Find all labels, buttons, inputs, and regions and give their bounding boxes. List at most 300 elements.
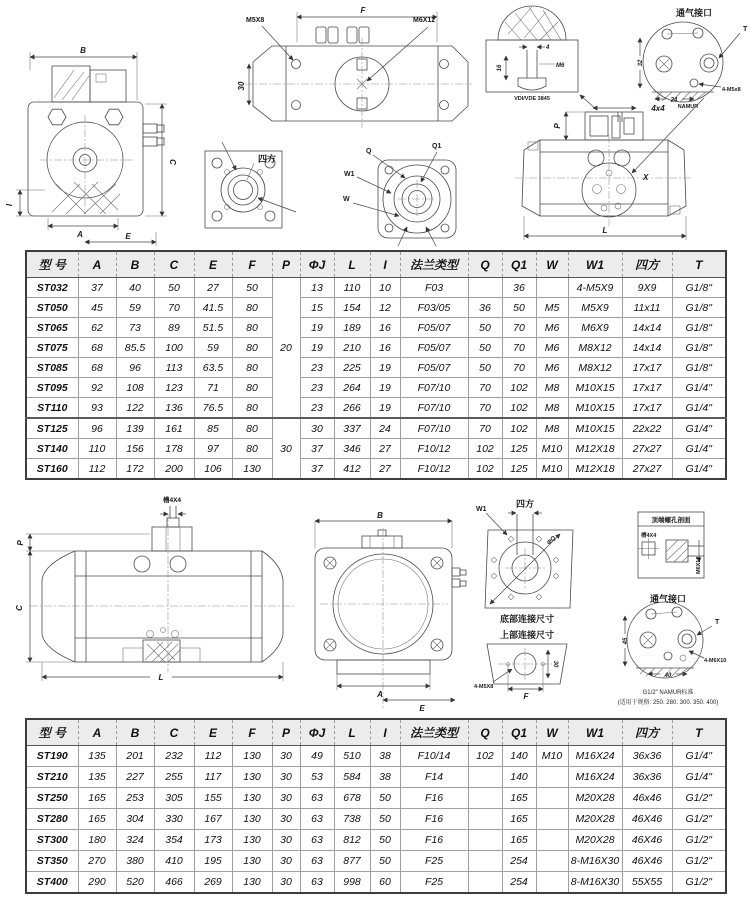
spec-cell: M5X9	[568, 298, 622, 318]
spec-cell: F03	[400, 278, 468, 298]
spec-cell: M16X24	[568, 767, 622, 788]
model-cell: ST210	[26, 767, 78, 788]
spec-cell: 200	[154, 459, 194, 480]
spec-cell: 76.5	[194, 398, 232, 419]
spec-cell: 45	[78, 298, 116, 318]
spec-cell: 410	[154, 851, 194, 872]
spec-cell	[468, 830, 502, 851]
spec-cell: 50	[370, 851, 400, 872]
spec-cell: 80	[232, 398, 272, 419]
model-cell: ST160	[26, 459, 78, 480]
spec-cell: 70	[468, 378, 502, 398]
model-cell: ST140	[26, 439, 78, 459]
header-row	[26, 251, 726, 278]
spec-cell: 37	[300, 459, 334, 480]
spec-cell: 24	[370, 418, 400, 439]
thread-label-m5x8: M5X8	[246, 17, 265, 24]
spec-cell: 112	[78, 459, 116, 480]
dim-label-i: I	[5, 203, 14, 207]
spec-cell: G1/2"	[672, 851, 726, 872]
spec-cell: M6	[536, 318, 568, 338]
bottom-flange-view	[343, 143, 456, 246]
column-header: 四方	[622, 251, 672, 278]
model-cell: ST085	[26, 358, 78, 378]
spec-cell: 125	[502, 439, 536, 459]
spec-cell: G1/4"	[672, 378, 726, 398]
label-t: T	[743, 26, 748, 33]
spec-cell	[536, 278, 568, 298]
spec-cell: 998	[334, 872, 370, 894]
spec-cell: 70	[468, 398, 502, 419]
spec-cell: 70	[502, 318, 536, 338]
spec-cell: G1/4"	[672, 767, 726, 788]
spec-cell: 130	[232, 851, 272, 872]
spec-cell: 19	[370, 378, 400, 398]
label-x: X	[643, 173, 649, 182]
spec-cell: 50	[468, 318, 502, 338]
spec-cell	[468, 851, 502, 872]
column-header: 法兰类型	[400, 719, 468, 746]
spec-cell: 130	[232, 788, 272, 809]
column-header: I	[370, 251, 400, 278]
spec-cell: 40	[116, 278, 154, 298]
spec-cell: 232	[154, 746, 194, 767]
dim-label-b: B	[377, 511, 383, 520]
model-cell: ST190	[26, 746, 78, 767]
spec-cell: 38	[370, 767, 400, 788]
table-row	[26, 851, 726, 872]
label-4-m6x10: 4-M6X10	[704, 658, 727, 664]
spec-cell: M8X12	[568, 358, 622, 378]
dim-label-f: F	[523, 692, 529, 701]
spec-cell: 51.5	[194, 318, 232, 338]
dim-label-l: L	[602, 226, 608, 235]
spec-cell: 130	[232, 872, 272, 894]
spec-cell: 27x27	[622, 439, 672, 459]
dim-label-p: P	[553, 123, 562, 129]
spec-cell	[468, 872, 502, 894]
spec-cell: 46X46	[622, 809, 672, 830]
spec-cell: 139	[116, 418, 154, 439]
column-header: 法兰类型	[400, 251, 468, 278]
spec-cell: 290	[78, 872, 116, 894]
column-header: L	[334, 719, 370, 746]
spec-cell: 97	[194, 439, 232, 459]
large-side-view	[15, 495, 295, 682]
spec-cell: F25	[400, 851, 468, 872]
spec-cell: 161	[154, 418, 194, 439]
spec-cell: 50	[370, 788, 400, 809]
spec-cell: 30	[272, 830, 300, 851]
spec-cell: 165	[502, 830, 536, 851]
dim-label-4: 4	[546, 45, 550, 51]
spec-cell: 85.5	[116, 338, 154, 358]
spec-cell: 80	[232, 298, 272, 318]
spec-cell: 23	[300, 378, 334, 398]
spec-cell: 63	[300, 851, 334, 872]
column-header: W	[536, 251, 568, 278]
spec-cell: 63	[300, 872, 334, 894]
spec-cell: 8-M16X30	[568, 851, 622, 872]
spec-cell: 254	[502, 851, 536, 872]
spec-cell: 70	[502, 358, 536, 378]
column-header: F	[232, 251, 272, 278]
dim-label-c: C	[168, 159, 177, 165]
top-drawings	[0, 0, 750, 248]
spec-cell: 80	[232, 439, 272, 459]
label-w: W	[343, 196, 350, 203]
spec-cell: 130	[232, 767, 272, 788]
column-header: L	[334, 251, 370, 278]
spec-cell: 255	[154, 767, 194, 788]
spec-cell: 80	[232, 378, 272, 398]
dim-label-16: 16	[497, 64, 503, 72]
dim-label-f: F	[360, 6, 366, 15]
spec-cell: 201	[116, 746, 154, 767]
spec-cell: F05/07	[400, 318, 468, 338]
spec-cell: 50	[370, 830, 400, 851]
model-cell: ST400	[26, 872, 78, 894]
spec-cell: M12X18	[568, 459, 622, 480]
spec-cell: 30	[272, 851, 300, 872]
spec-cell: 63	[300, 809, 334, 830]
spec-cell: 19	[370, 358, 400, 378]
spec-cell: F10/12	[400, 459, 468, 480]
spec-cell: M10	[536, 459, 568, 480]
spec-cell: 71	[194, 378, 232, 398]
spec-cell: F10/12	[400, 439, 468, 459]
column-header: B	[116, 251, 154, 278]
spec-cell: 85	[194, 418, 232, 439]
label-4-m5x8: 4-M5x8	[722, 87, 741, 93]
table-row	[26, 788, 726, 809]
spec-cell: 30	[300, 418, 334, 439]
spec-cell: 269	[194, 872, 232, 894]
spec-cell: 13	[300, 278, 334, 298]
spec-cell: 195	[194, 851, 232, 872]
spec-cell: 23	[300, 358, 334, 378]
spec-cell: M6	[536, 338, 568, 358]
spec-cell: F14	[400, 767, 468, 788]
top-connection-caption: 上部连接尺寸	[499, 630, 555, 640]
spec-cell: 123	[154, 378, 194, 398]
spec-cell: 46X46	[622, 830, 672, 851]
spec-cell: M12X18	[568, 439, 622, 459]
label-4-m5x8: 4-M5X8	[474, 684, 494, 690]
spec-cell: 510	[334, 746, 370, 767]
spec-cell: 20	[272, 278, 300, 419]
column-header: Q1	[502, 719, 536, 746]
spec-cell: 16	[370, 338, 400, 358]
spec-cell: 380	[116, 851, 154, 872]
dim-label-b: B	[80, 46, 86, 55]
spec-cell: 50	[232, 278, 272, 298]
spec-cell: 173	[194, 830, 232, 851]
spec-cell: 63	[300, 788, 334, 809]
spec-cell: 225	[334, 358, 370, 378]
spec-cell: 253	[116, 788, 154, 809]
spec-cell: 23	[300, 398, 334, 419]
spec-cell: 304	[116, 809, 154, 830]
spec-cell: 108	[116, 378, 154, 398]
spec-cell: M6	[536, 358, 568, 378]
spec-cell: 50	[468, 358, 502, 378]
dim-label-4x4: 4x4	[651, 104, 665, 113]
spec-cell: 19	[370, 398, 400, 419]
column-header: T	[672, 251, 726, 278]
spec-cell: G1/8"	[672, 338, 726, 358]
model-cell: ST250	[26, 788, 78, 809]
spec-cell: 155	[194, 788, 232, 809]
spec-cell: 17x17	[622, 398, 672, 419]
spec-cell: 130	[232, 809, 272, 830]
spec-table-1	[25, 250, 727, 480]
spec-cell: 46X46	[622, 851, 672, 872]
spec-cell: F16	[400, 809, 468, 830]
column-header: A	[78, 719, 116, 746]
spec-cell: M6X9	[568, 318, 622, 338]
label-namur: NAMUR	[677, 104, 699, 110]
spec-cell	[536, 830, 568, 851]
spec-cell: 36	[502, 278, 536, 298]
spec-cell: G1/4"	[672, 418, 726, 439]
spec-cell: 189	[334, 318, 370, 338]
spec-cell: M10X15	[568, 378, 622, 398]
spec-cell: 60	[370, 872, 400, 894]
spec-cell: 154	[334, 298, 370, 318]
spec-cell: 93	[78, 398, 116, 419]
spec-cell: 354	[154, 830, 194, 851]
spec-cell: 37	[300, 439, 334, 459]
label-w1: W1	[344, 171, 355, 178]
spec-cell: M8	[536, 398, 568, 419]
spec-cell	[468, 788, 502, 809]
spec-cell	[536, 809, 568, 830]
spec-cell: G1/8"	[672, 298, 726, 318]
column-header: W1	[568, 719, 622, 746]
vdi-vde-detail	[486, 6, 597, 110]
spec-cell: M20X28	[568, 809, 622, 830]
spec-cell: 4-M5X9	[568, 278, 622, 298]
spec-cell: 125	[502, 459, 536, 480]
spec-cell: M8X12	[568, 338, 622, 358]
spec-cell	[536, 767, 568, 788]
top-hole-section-box	[638, 512, 704, 578]
spec-cell: M5	[536, 298, 568, 318]
spec-cell: M8	[536, 378, 568, 398]
table-row	[26, 809, 726, 830]
keyway-slot-label: 槽4X4	[162, 497, 182, 504]
dim-label-a: A	[377, 690, 383, 699]
spec-cell: G1/2"	[672, 809, 726, 830]
column-header: E	[194, 719, 232, 746]
model-cell: ST300	[26, 830, 78, 851]
table-row	[26, 830, 726, 851]
applicable-sizes-caption: (适用于规格: 250. 280. 300. 350. 400)	[617, 700, 719, 706]
spec-cell: 520	[116, 872, 154, 894]
spec-cell: 812	[334, 830, 370, 851]
spec-cell: 210	[334, 338, 370, 358]
spec-cell: 17x17	[622, 378, 672, 398]
spec-cell: 17x17	[622, 358, 672, 378]
spec-cell: 140	[502, 767, 536, 788]
spec-cell: 27	[370, 439, 400, 459]
spec-cell: 49	[300, 746, 334, 767]
vent-port-detail-top	[638, 7, 748, 110]
spec-cell: 30	[272, 767, 300, 788]
model-cell: ST280	[26, 809, 78, 830]
spec-cell: 227	[116, 767, 154, 788]
column-header: I	[370, 719, 400, 746]
spec-cell: 106	[194, 459, 232, 480]
spec-cell: F03/05	[400, 298, 468, 318]
spec-cell: 178	[154, 439, 194, 459]
spec-cell: F07/10	[400, 398, 468, 419]
top-hole-title: 顶端螺孔剖面	[651, 517, 691, 524]
spec-cell	[536, 788, 568, 809]
vent-title: 通气接口	[675, 8, 713, 18]
spec-cell: 63	[300, 830, 334, 851]
dim-label-phi-q: ΦQ	[546, 535, 558, 547]
spec-cell: 36	[468, 298, 502, 318]
model-cell: ST050	[26, 298, 78, 318]
spec-cell: G1/8"	[672, 318, 726, 338]
spec-cell: 63.5	[194, 358, 232, 378]
spec-cell: F10/14	[400, 746, 468, 767]
spec-cell: 30	[272, 788, 300, 809]
table-row	[26, 439, 726, 459]
spec-cell: 156	[116, 439, 154, 459]
spec-cell: 36x36	[622, 746, 672, 767]
thread-label-m6x12: M6X12	[413, 17, 436, 24]
spec-cell: G1/4"	[672, 746, 726, 767]
spec-cell: 50	[468, 338, 502, 358]
spec-cell: 80	[232, 418, 272, 439]
spec-cell: G1/4"	[672, 459, 726, 480]
spec-cell: 27	[370, 459, 400, 480]
spec-cell: 10	[370, 278, 400, 298]
spec-cell: 14x14	[622, 318, 672, 338]
namur-standard-caption: G1/2" NAMUR标准	[642, 690, 694, 696]
spec-cell: 50	[154, 278, 194, 298]
spec-cell: G1/2"	[672, 788, 726, 809]
spec-cell: 50	[370, 809, 400, 830]
spec-cell: 9X9	[622, 278, 672, 298]
spec-cell: G1/4"	[672, 439, 726, 459]
spec-cell: 68	[78, 338, 116, 358]
column-header: Q1	[502, 251, 536, 278]
spec-cell: 346	[334, 439, 370, 459]
middle-drawings	[0, 488, 750, 718]
spec-cell: 466	[154, 872, 194, 894]
column-header: ΦJ	[300, 719, 334, 746]
spec-cell: F16	[400, 788, 468, 809]
spec-cell: 27	[194, 278, 232, 298]
spec-cell: 8-M16X30	[568, 872, 622, 894]
spec-cell: 70	[502, 338, 536, 358]
table-row	[26, 358, 726, 378]
table-row	[26, 767, 726, 788]
header-row	[26, 719, 726, 746]
column-header: Q	[468, 719, 502, 746]
column-header: Q	[468, 251, 502, 278]
spec-cell: 19	[300, 338, 334, 358]
spec-cell: 102	[468, 459, 502, 480]
plan-view-drawing	[237, 6, 472, 128]
end-view-drawing	[315, 511, 466, 713]
spec-cell: 122	[116, 398, 154, 419]
spec-cell: M10	[536, 746, 568, 767]
spec-cell: 22x22	[622, 418, 672, 439]
dim-label-a: A	[77, 230, 83, 239]
spec-cell: 100	[154, 338, 194, 358]
spec-cell: 102	[502, 418, 536, 439]
spec-cell: M8	[536, 418, 568, 439]
spec-cell: 36x36	[622, 767, 672, 788]
square-label: 四方	[258, 154, 277, 164]
spec-cell: G1/8"	[672, 358, 726, 378]
spec-cell: 53	[300, 767, 334, 788]
table-row	[26, 398, 726, 419]
model-cell: ST065	[26, 318, 78, 338]
spec-cell: 14x14	[622, 338, 672, 358]
spec-cell: M20X28	[568, 788, 622, 809]
spec-cell: 112	[194, 746, 232, 767]
spec-cell: M10	[536, 439, 568, 459]
dim-label-c: C	[15, 605, 24, 611]
spec-cell	[468, 767, 502, 788]
dim-label-30: 30	[552, 660, 558, 668]
column-header: P	[272, 719, 300, 746]
spec-cell	[468, 809, 502, 830]
column-header: ΦJ	[300, 251, 334, 278]
spec-cell: 330	[154, 809, 194, 830]
spec-cell: 96	[116, 358, 154, 378]
spec-cell: M10X15	[568, 398, 622, 419]
column-header: 四方	[622, 719, 672, 746]
spec-cell: 877	[334, 851, 370, 872]
model-cell: ST125	[26, 418, 78, 439]
spec-cell: 30	[272, 872, 300, 894]
spec-cell: 110	[78, 439, 116, 459]
spec-cell: 80	[232, 358, 272, 378]
square-label: 四方	[515, 499, 535, 509]
spec-cell: F05/07	[400, 338, 468, 358]
model-cell: ST095	[26, 378, 78, 398]
spec-cell: 70	[154, 298, 194, 318]
spec-cell: 113	[154, 358, 194, 378]
thread-label-m6: M6	[556, 63, 565, 69]
vdi-caption: VDI/VDE 3845	[514, 96, 550, 102]
table-row	[26, 418, 726, 439]
spec-cell: 30	[272, 746, 300, 767]
spec-cell: 102	[468, 439, 502, 459]
spec-cell: 38	[370, 746, 400, 767]
label-q1: Q1	[432, 143, 442, 150]
spec-cell: 89	[154, 318, 194, 338]
square-drive-view	[205, 142, 296, 228]
table-row	[26, 872, 726, 894]
spec-cell: G1/2"	[672, 872, 726, 894]
spec-cell: G1/8"	[672, 278, 726, 298]
spec-cell: 102	[502, 378, 536, 398]
spec-cell: F16	[400, 830, 468, 851]
side-view-drawing	[515, 98, 704, 240]
spec-cell: 165	[502, 788, 536, 809]
keyway-slot-label: 槽4X4	[641, 533, 657, 539]
spec-cell: 130	[232, 459, 272, 480]
spec-cell: F25	[400, 872, 468, 894]
